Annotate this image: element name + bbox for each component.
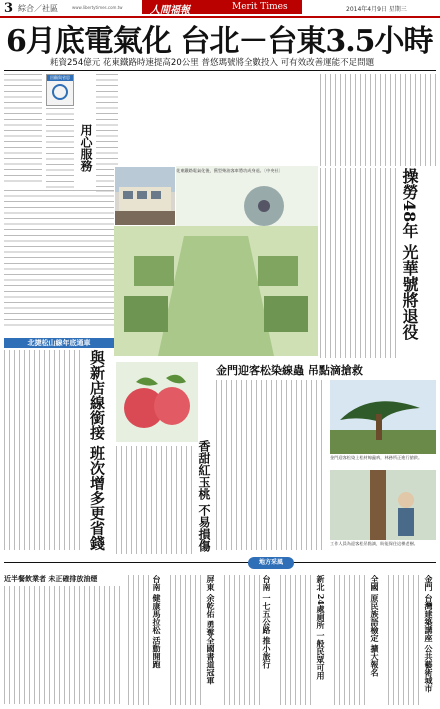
peach-photo [116,362,198,442]
drip-treatment-photo [330,470,436,540]
kinmen-headline: 金門迎客松染線蟲 吊點滴搶救 [216,364,363,377]
side-story-title: 操勞48年 光華號將退役 [400,168,419,340]
section-label: 綜合／社區 [18,4,58,13]
banner-songshan: 北捷松山線年底通車 [4,338,114,348]
page-number: 3 [4,1,14,16]
pingtung-text [170,575,204,705]
route-175-text [224,575,260,705]
pine-caption-bottom: 工作人員為迎客松吊點滴，盼能保住這棵老樹。 [330,541,418,546]
section-rule [4,562,436,563]
tainan-marathon-title: 台南 健康馬拉松 活動開跑 [152,575,162,669]
indigenous-text [334,575,368,705]
pine-tree-photo [330,380,436,454]
kinmen-art-text [388,575,422,705]
column-logo-icon [52,84,68,100]
main-subhead: 耗資254億元 花東鐵路時速提高20公里 普悠瑪號將全數投入 可有效改善運能不足問題 [50,58,375,68]
left-column-text-2 [46,108,74,188]
column-badge-label: 回顧與省思 [47,75,73,81]
xindian-text [4,350,84,550]
tainan-marathon-text [128,575,150,705]
peach-text [116,446,192,554]
new-taipei-title: 新北 24處廁所 一般民眾可用 [316,575,326,680]
indigenous-title: 全國 原民族語檢定 擴大報名 [370,575,380,677]
brand-logo-en: Merit Times [232,2,288,12]
bottom-left-text [4,586,124,704]
column-badge [46,74,74,106]
issue-date: 2014年4月9日 星期三 [346,6,407,13]
new-taipei-text [280,575,314,705]
train-exterior-photo [114,166,176,226]
main-story-text [320,74,436,166]
main-headline: 6月底電氣化 台北－台東3.5小時 [6,24,433,59]
route-175-title: 台南 一七五公路 推小旅行 [262,575,272,669]
peach-headline: 香甜紅玉桃 不易損傷 [197,440,211,553]
site-url: www.libertytimes.com.tw [72,5,123,10]
headline-rule [4,70,436,71]
brand-logo-cn: 人間福報 [150,5,190,16]
pingtung-title: 屏東 余乾佑 勇奪全國書道冠軍 [206,575,216,685]
main-photo-caption: 花東鐵路電氣化後，舊型柴油客車將功成身退。〔中央社〕 [176,168,283,173]
side-story-text [320,168,396,358]
kinmen-art-title: 金門 台灣建築講座 公共藝術城市 [424,575,434,693]
left-column-body [4,190,114,330]
bottom-left-headline: 近半餐飲業者 未正確排放油煙 [4,575,98,583]
left-column-text [4,74,42,184]
pine-caption-top: 金門迎客松染上松材線蟲病，林務所正進行搶救。 [330,455,423,460]
kinmen-text [216,380,326,550]
local-section-badge: 地方采風 [248,557,294,569]
column-title: 用心服務 [79,124,93,172]
xindian-headline: 與新店線銜接 班次增多更省錢 [88,350,106,551]
